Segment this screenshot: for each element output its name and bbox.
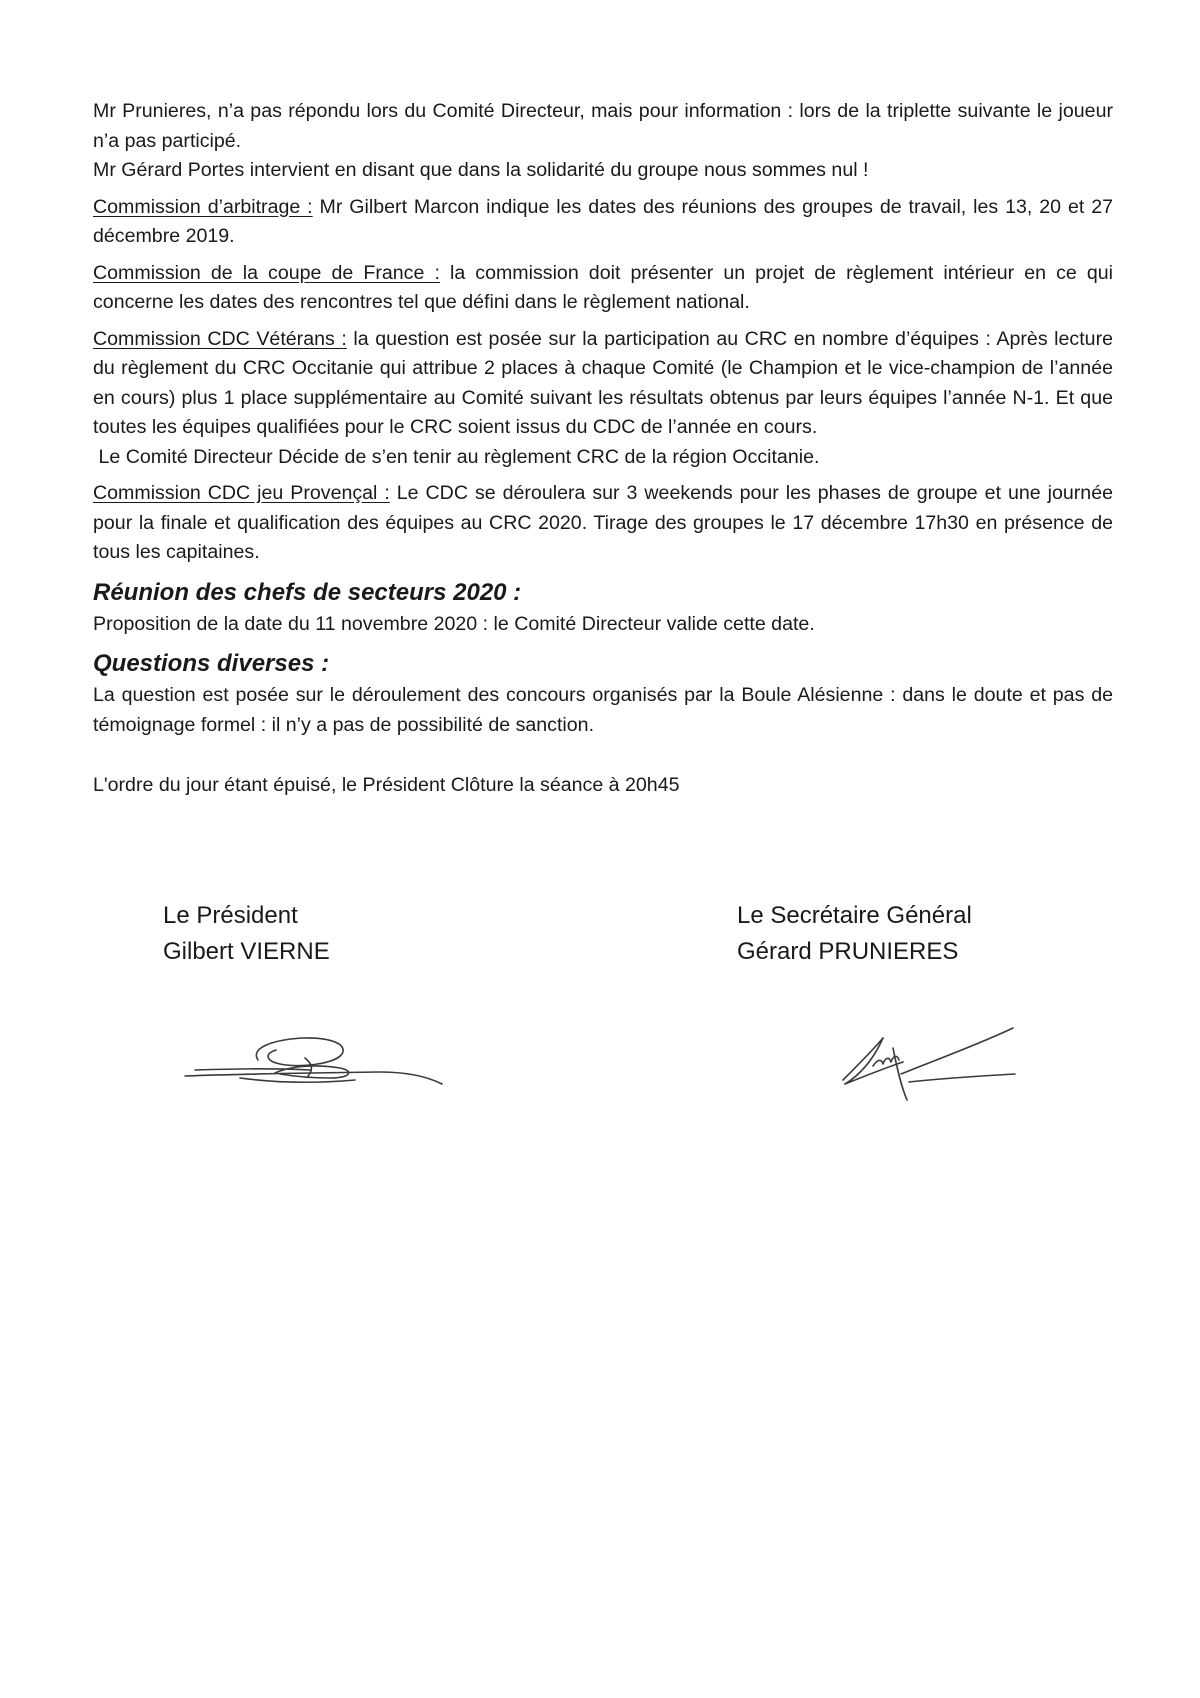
president-signature-block bbox=[163, 898, 330, 970]
veterans-label: Commission CDC Vétérans : bbox=[93, 327, 347, 350]
secretary-signature-block bbox=[737, 898, 972, 970]
heading-questions-diverses: Questions diverses : bbox=[93, 650, 330, 677]
paragraph-veterans-decision: Le Comité Directeur Décide de s’en tenir au règlement CRC de la région Occitanie. bbox=[93, 445, 820, 468]
paragraph-questions-diverses: La question est posée sur le déroulement des concours organisés par la Boule Alésienne : dans le doute et pas de témoignage formel : il n’y a pas de possibilité de sanction. bbox=[93, 684, 1113, 736]
paragraph-prunieres: Mr Prunieres, n’a pas répondu lors du Comité Directeur, mais pour information : lors de la triplette suivante le joueur n’a pas participé. bbox=[93, 100, 1113, 152]
coupe-text: la commission doit présenter un projet de règlement intérieur en ce qui concerne les dates des rencontres tel que défini dans le règlement national. bbox=[93, 261, 1113, 313]
paragraph-portes: Mr Gérard Portes intervient en disant que dans la solidarité du groupe nous sommes nul ! bbox=[93, 159, 869, 181]
heading-chefs-de-secteurs: Réunion des chefs de secteurs 2020 : bbox=[93, 578, 522, 606]
provencal-label: Commission CDC jeu Provençal : bbox=[93, 482, 390, 504]
paragraph-arbitrage bbox=[93, 193, 1113, 252]
paragraph-veterans bbox=[93, 325, 1113, 443]
president-handwritten-signature bbox=[180, 1028, 450, 1098]
arbitrage-label: Commission d’arbitrage : bbox=[93, 195, 313, 218]
provencal-text: Le CDC se déroulera sur 3 weekends pour les phases de groupe et une journée pour la finale et qualification des équipes au CRC 2020. Tirage des groupes le 17 décembre 17h30 en présence de tous les capitaines. bbox=[93, 482, 1113, 563]
paragraph-coupe-de-france bbox=[93, 259, 1113, 318]
secretary-title: Le Secrétaire Général bbox=[737, 902, 972, 929]
president-name: Gilbert VIERNE bbox=[163, 938, 330, 965]
secretary-handwritten-signature bbox=[835, 1018, 1020, 1108]
document-body bbox=[93, 97, 1113, 808]
arbitrage-text: Mr Gilbert Marcon indique les dates des réunions des groupes de travail, les 13, 20 et 27 décembre 2019. bbox=[93, 195, 1113, 247]
veterans-text: la question est posée sur la participation au CRC en nombre d’équipes : Après lecture du règlement du CRC Occitanie qui attribue 2 places à chaque Comité (le Champion et le vice-champion de l’année en cours) plus 1 place supplémentaire au Comité suivant les résultats obtenus par leurs équipes l’année N-1. Et que toutes les équipes qualifiées pour le CRC soient issus du CDC de l’année en cours. bbox=[93, 327, 1113, 438]
paragraph-chefs-de-secteurs: Proposition de la date du 11 novembre 2020 : le Comité Directeur valide cette date. bbox=[93, 612, 815, 635]
president-title: Le Président bbox=[163, 902, 298, 929]
closing-statement: L'ordre du jour étant épuisé, le Président Clôture la séance à 20h45 bbox=[93, 774, 680, 796]
paragraph-provencal bbox=[93, 479, 1113, 568]
secretary-name: Gérard PRUNIERES bbox=[737, 938, 959, 965]
coupe-label: Commission de la coupe de France : bbox=[93, 261, 440, 284]
